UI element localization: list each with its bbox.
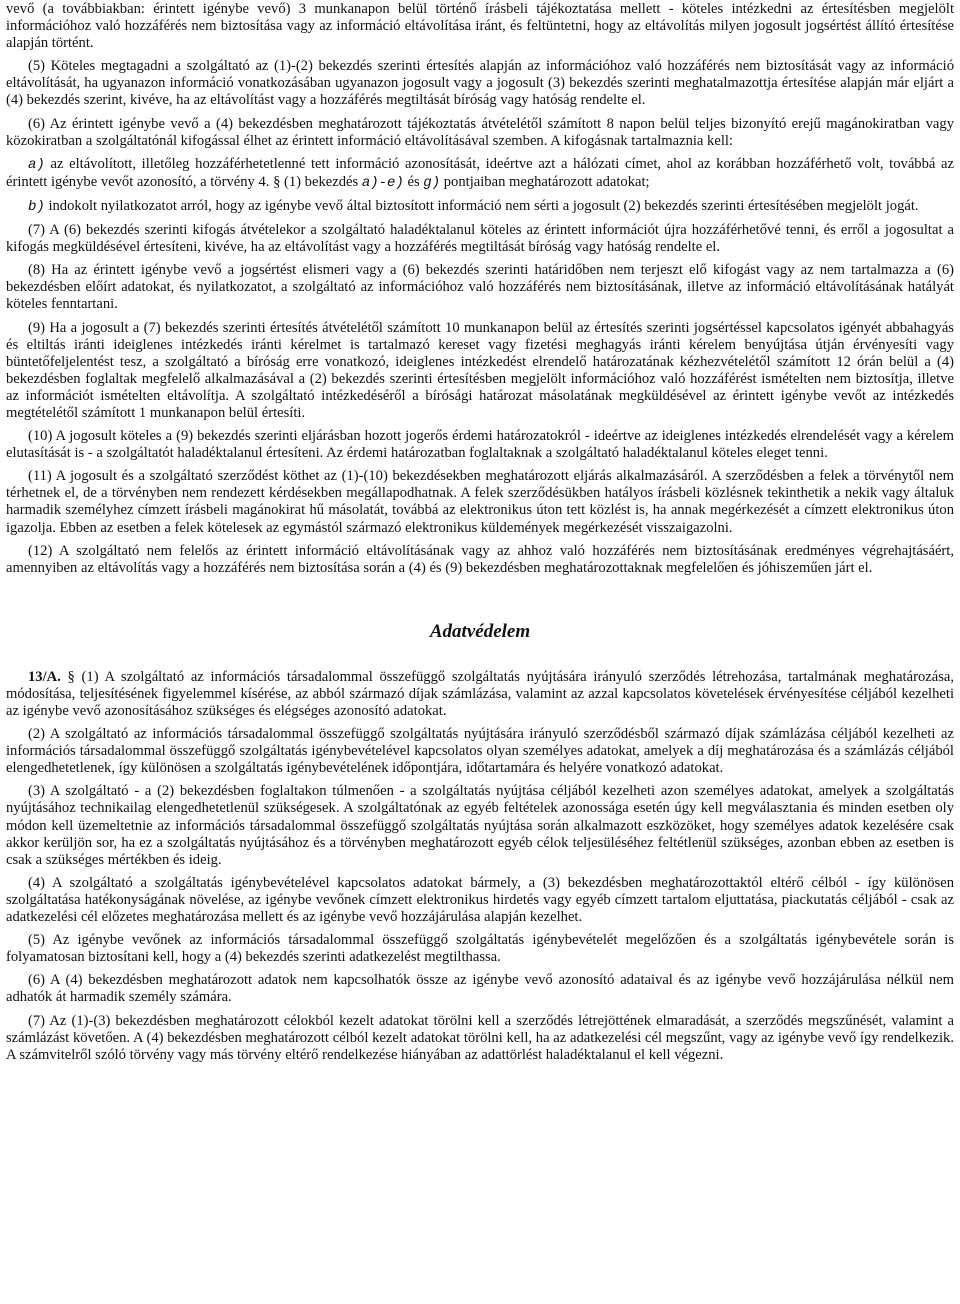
paragraph-7: (7) A (6) bekezdés szerinti kifogás átvételekor a szolgáltató haladéktalanul köteles az érintett információt újra hozzáférhetővé tenni, és erről a jogosultat a kifogás megküldésével értesíteni, kivéve, ha az eltávolítást vagy a hozzáférés megtiltását bíróság vagy hatóság rendelte el. [6, 222, 954, 256]
item-a-text-after: pontjaiban meghatározott adatokat; [440, 173, 650, 190]
list-item-a [6, 156, 954, 192]
section-title: Adatvédelem [429, 620, 531, 642]
paragraph-9: (9) Ha a jogosult a (7) bekezdés szerinti értesítés átvételétől számított 10 munkanapon belül az értesítés szerinti jogsértéssel kapcsolatos igényét abbahagyás és eltiltás iránti ideiglenes intézkedés iránti kérelmet is tartalmazó kereset vagy fizetési meghagyás iránti kérelem benyújtása útján érvényesíti vagy büntetőfeljelentést tesz, a szolgáltató a bíróság erre vonatkozó, ideiglenes intézkedést elrendelő határozatának kézhezvételétől számított 12 órán belül a (4) bekezdésben foglaltak megfelelő alkalmazásával a (2) bekezdés szerinti értesítésben megjelölt információhoz való hozzáférést ismételten nem biztosítja, illetve az információt ismételten eltávolítja. A szolgáltató intézkedéséről a bírósági határozat másolatának megküldésével az érintett igénybe vevőt az intézkedés megtételétől számított 1 munkanapon belül értesíti. [6, 319, 954, 421]
section-13a-paragraph-6: (6) A (4) bekezdésben meghatározott adatok nem kapcsolhatók össze az igénybe vevő azonosító adataival és az igénybe vevő hozzájárulása nélkül nem adhatók át harmadik személy számára. [6, 972, 954, 1006]
item-a-ref1: a)-e) [361, 174, 404, 191]
section-13a-text-1: § (1) A szolgáltató az információs társadalommal összefüggő szolgáltatás nyújtására irányuló szerződés létrehozása, tartalmának meghatározása, módosítása, teljesítésének figyelemmel kísérése, az abból származó díjak számlázása, valamint az azzal kapcsolatos követelések érvényesítése céljából kezelheti az igénybe vevő azonosításához szükséges és elégséges azonosító adatokat. [6, 668, 954, 719]
item-a-text-mid: és [403, 173, 424, 190]
item-b-marker: b) [28, 198, 45, 215]
section-13a-paragraph-5: (5) Az igénybe vevőnek az információs társadalommal összefüggő szolgáltatás igénybevételét megelőzően és a szolgáltatás igénybevétele során is folyamatosan biztosítani kell, hogy a (4) bekezdés szerinti adatkezelést megtilthassa. [6, 932, 954, 966]
item-b-text: indokolt nyilatkozatot arról, hogy az igénybe vevő által biztosított információ nem sérti a jogosult (2) bekezdés szerinti értesítésében megjelölt jogát. [44, 197, 919, 214]
item-a-marker: a) [28, 156, 45, 173]
paragraph-5: (5) Köteles megtagadni a szolgáltató az (1)-(2) bekezdés szerinti értesítés alapján az információhoz való hozzáférés nem biztosítását vagy az információ eltávolítását, ha ugyanazon információ vonatkozásában ugyanazon jogosult vagy a jogosult (3) bekezdés szerinti meghatalmazottja értesítése alapján már eljárt a (4) bekezdés szerint, kivéve, ha az eltávolítást vagy a hozzáférés megtiltását bíróság vagy hatóság rendelte el. [6, 58, 954, 109]
paragraph-10: (10) A jogosult köteles a (9) bekezdés szerinti eljárásban hozott jogerős érdemi határozatokról - ideértve az ideiglenes intézkedés elrendelését vagy a kérelem elutasítását is - a szolgáltatót haladéktalanul értesíteni. Az érdemi határozatban foglaltaknak a szolgáltató haladéktalanul köteles eleget tenni. [6, 428, 954, 462]
item-a-text-before: az eltávolított, illetőleg hozzáférhetetlenné tett információ azonosítását, ideértve azt a hálózati címet, ahol az korábban hozzáférhető volt, továbbá az érintett igénybe vevőt azonosító, a törvény 4. § (1) bekezdés [6, 155, 954, 190]
paragraph-6: (6) Az érintett igénybe vevő a (4) bekezdésben meghatározott tájékoztatás átvételétől számított 8 napon belül teljes bizonyító erejű magánokiratban vagy közokiratban a szolgáltatónál kifogással élhet az érintett információ eltávolításával szemben. A kifogásnak tartalmaznia kell: [6, 115, 954, 149]
paragraph-11: (11) A jogosult és a szolgáltató szerződést köthet az (1)-(10) bekezdésekben meghatározott eljárás alkalmazásáról. A szerződésben a felek a törvénytől nem térhetnek el, de a törvényben nem rendezett kérdésekben megállapodhatnak. A felek szerződésükben hatályos írásbeli közlésnek tekinthetik a nekik vagy általuk harmadik személyhez címzett írásbeli magánokirat hű másolatát, továbbá az elektronikus úton tett közlést is, ha annak megérkezését a címzett elektronikus úton igazolja. Ebben az esetben a felek kötelesek az egymástól származó elektronikus küldemények megérkezését visszaigazolni. [6, 468, 954, 536]
section-13a-paragraph-4: (4) A szolgáltató a szolgáltatás igénybevételével kapcsolatos adatokat bármely, a (3) bekezdésben meghatározottaktól eltérő célból - így különösen szolgáltatása hatékonyságának növelése, az igénybe vevőnek címzett elektronikus hirdetés vagy egyéb címzett tartalom eljuttatása, piackutatás céljából - csak az adatkezelési cél előzetes meghatározása mellett és az igénybe vevő hozzájárulása alapján kezelhet. [6, 874, 954, 926]
section-label: 13/A. [28, 668, 61, 685]
section-13a-paragraph-7: (7) Az (1)-(3) bekezdésben meghatározott célokból kezelt adatokat törölni kell a szerződés létrejöttének elmaradását, a szerződés megszűnését, valamint a számlázást követően. A (4) bekezdésben meghatározott célból kezelt adatokat törölni kell, ha az adatkezelési cél megszűnt, vagy az igénybe vevő így rendelkezik. A számvitelről szóló törvény vagy más törvény eltérő rendelkezése hiányában az adattörlést haladéktalanul el kell végezni. [6, 1012, 954, 1063]
paragraph-continued: vevő (a továbbiakban: érintett igénybe vevő) 3 munkanapon belül történő írásbeli tájékoztatása mellett - köteles intézkedni az értesítésben megjelölt információhoz való hozzáférés nem biztosítása vagy az információ eltávolítása iránt, és feltüntetni, hogy az eltávolítás milyen jogosult jogsértést állító értesítése alapján történt. [6, 1, 954, 52]
paragraph-8: (8) Ha az érintett igénybe vevő a jogsértést elismeri vagy a (6) bekezdés szerinti határidőben nem terjeszt elő kifogást vagy az nem tartalmazza a (6) bekezdésben előírt adatokat, és nyilatkozatot, a szolgáltató az információhoz való hozzáférés nem biztosításának, illetve az információ eltávolításának hatályát köteles fenntartani. [6, 262, 954, 313]
paragraph-12: (12) A szolgáltató nem felelős az érintett információ eltávolításának vagy az ahhoz való hozzáférés nem biztosításának eredményes végrehajtásáért, amennyiben az eltávolítás vagy a hozzáférés nem biztosítása során a (4) és (9) bekezdésben meghatározottaknak megfelelően és jóhiszeműen járt el. [6, 542, 954, 576]
list-item-b [6, 198, 954, 216]
section-13a-paragraph-3: (3) A szolgáltató - a (2) bekezdésben foglaltakon túlmenően - a szolgáltatás nyújtása céljából kezelheti azon személyes adatokat, amelyek a szolgáltatás nyújtásához technikailag elengedhetetlenül szükségesek. A szolgáltatónak az egyéb feltételek azonossága esetén úgy kell megválasztania és minden esetben oly módon kell üzemeltetnie az információs társadalommal összefüggő szolgáltatás nyújtása során alkalmazott eszközöket, hogy személyes adatok kezelésére csak akkor kerüljön sor, ha ez a szolgáltatás nyújtásához és a törvényben meghatározott egyéb célok teljesüléséhez feltétlenül szükséges, azonban ebben az esetben is csak a szükséges mértékben és ideig. [6, 783, 954, 868]
section-13a-paragraph-1 [6, 669, 954, 720]
section-13a-paragraph-2: (2) A szolgáltató az információs társadalommal összefüggő szolgáltatás nyújtására irányuló szerződésből származó díjak számlázása céljából kezelheti az információs társadalommal összefüggő szolgáltatás igénybevételével kapcsolatos olyan személyes adatokat, amelyek a díj meghatározása és a számlázás céljából elengedhetetlenek, így különösen a szolgáltatás igénybevételének időpontjára, időtartamára és helyére vonatkozó adatokat. [6, 726, 954, 777]
item-a-ref2: g) [423, 174, 441, 191]
